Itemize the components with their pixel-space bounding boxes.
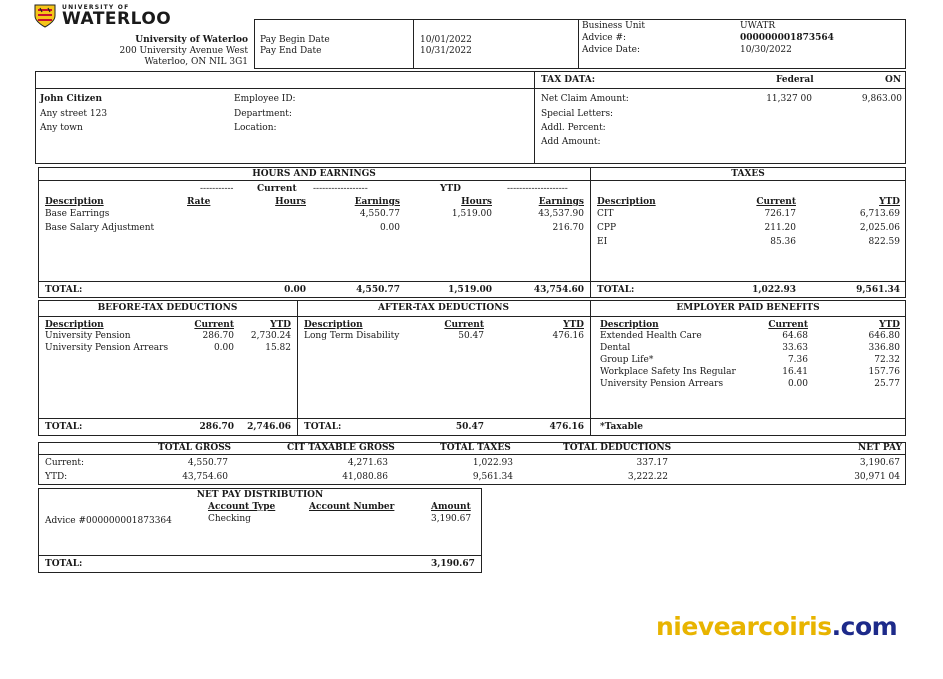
distribution-account-type: Checking bbox=[208, 514, 251, 524]
before-row-2-ytd: 15.82 bbox=[265, 343, 291, 353]
tax-data-label: TAX DATA: bbox=[541, 75, 596, 85]
before-desc-header: Description bbox=[45, 320, 104, 330]
before-row-2-current: 0.00 bbox=[213, 343, 234, 353]
summary-current-deductions: 337.17 bbox=[636, 458, 668, 468]
distribution-number-header: Account Number bbox=[309, 502, 395, 512]
tax-row-3-desc: EI bbox=[597, 237, 608, 247]
special-letters-label: Special Letters: bbox=[541, 109, 614, 119]
summary-ytd-net: 30,971 04 bbox=[854, 472, 900, 482]
earnings-current-header: Earnings bbox=[354, 197, 400, 207]
pay-end-label: Pay End Date bbox=[260, 46, 322, 56]
tax-row-2-current: 211.20 bbox=[764, 223, 796, 233]
before-current-header: Current bbox=[194, 320, 234, 330]
watermark bbox=[656, 612, 897, 641]
distribution-title: NET PAY DISTRIBUTION bbox=[196, 490, 324, 500]
distribution-amount-header: Amount bbox=[431, 502, 471, 512]
current-header: Current bbox=[257, 184, 297, 194]
summary-cit-gross-header: CIT TAXABLE GROSS bbox=[287, 443, 395, 453]
pay-begin-date: 10/01/2022 bbox=[420, 35, 472, 45]
earnings-hours-header: Hours bbox=[275, 197, 306, 207]
benefits-row-3-desc: Group Life* bbox=[600, 355, 654, 365]
current-dash-left: ----------- bbox=[200, 184, 234, 194]
tax-row-1-current: 726.17 bbox=[764, 209, 796, 219]
summary-current-cit: 4,271.63 bbox=[347, 458, 388, 468]
tax-row-2-desc: CPP bbox=[597, 223, 616, 233]
earnings-total-ytd-hours: 1,519.00 bbox=[448, 285, 492, 295]
employee-street: Any street 123 bbox=[40, 109, 108, 119]
before-ytd-header: YTD bbox=[270, 320, 291, 330]
summary-total-deductions-header: TOTAL DEDUCTIONS bbox=[563, 443, 672, 453]
employee-id-label: Employee ID: bbox=[234, 94, 296, 104]
org-address-1: 200 University Avenue West bbox=[119, 46, 248, 56]
summary-ytd-cit: 41,080.86 bbox=[342, 472, 388, 482]
distribution-amount: 3,190.67 bbox=[431, 514, 472, 524]
earnings-ytd-hours-header: Hours bbox=[461, 197, 492, 207]
watermark-part-3: .com bbox=[831, 612, 898, 641]
watermark-part-1: nieve bbox=[656, 612, 731, 641]
earnings-row-1-desc: Base Earrings bbox=[45, 209, 110, 219]
advice-number-label: Advice #: bbox=[582, 33, 627, 43]
summary-current-gross: 4,550.77 bbox=[187, 458, 228, 468]
benefits-desc-header: Description bbox=[600, 320, 659, 330]
before-tax-title: BEFORE-TAX DEDUCTIONS bbox=[97, 303, 238, 313]
benefits-title: EMPLOYER PAID BENEFITS bbox=[676, 303, 820, 313]
benefits-row-4-desc: Workplace Safety Ins Regular bbox=[600, 367, 736, 377]
location-label: Location: bbox=[234, 123, 277, 133]
employee-name: John Citizen bbox=[40, 94, 103, 104]
earnings-row-1-ytd-hours: 1,519.00 bbox=[451, 209, 492, 219]
net-claim-on: 9,863.00 bbox=[861, 94, 902, 104]
after-row-1-ytd: 476.16 bbox=[552, 331, 584, 341]
advice-date-label: Advice Date: bbox=[582, 45, 641, 55]
taxes-current-header: Current bbox=[756, 197, 796, 207]
taxes-desc-header: Description bbox=[597, 197, 656, 207]
distribution-total: 3,190.67 bbox=[431, 559, 475, 569]
distribution-type-header: Account Type bbox=[208, 502, 276, 512]
logo-top-text: UNIVERSITY OF bbox=[62, 4, 130, 11]
org-address-2: Waterloo, ON NIL 3G1 bbox=[144, 57, 248, 67]
taxable-footnote: *Taxable bbox=[600, 422, 644, 432]
tax-row-1-ytd: 6,713.69 bbox=[859, 209, 900, 219]
net-claim-federal: 11,327 00 bbox=[766, 94, 812, 104]
summary-current-net: 3,190.67 bbox=[859, 458, 900, 468]
benefits-row-4-ytd: 157.76 bbox=[868, 367, 900, 377]
benefits-row-5-ytd: 25.77 bbox=[874, 379, 900, 389]
tax-row-3-current: 85.36 bbox=[770, 237, 796, 247]
earnings-row-2-desc: Base Salary Adjustment bbox=[45, 223, 155, 233]
header-box bbox=[254, 19, 906, 69]
after-ytd-header: YTD bbox=[563, 320, 584, 330]
benefits-row-2-current: 33.63 bbox=[782, 343, 808, 353]
benefits-row-1-ytd: 646.80 bbox=[868, 331, 900, 341]
earnings-row-2-current: 0.00 bbox=[379, 223, 400, 233]
addl-percent-label: Addl. Percent: bbox=[541, 123, 606, 133]
benefits-row-5-current: 0.00 bbox=[787, 379, 808, 389]
pay-end-date: 10/31/2022 bbox=[420, 46, 472, 56]
after-total-label: TOTAL: bbox=[304, 422, 342, 432]
taxes-ytd-header: YTD bbox=[879, 197, 900, 207]
benefits-row-1-current: 64.68 bbox=[782, 331, 808, 341]
earnings-total-current: 4,550.77 bbox=[356, 285, 400, 295]
advice-number-value: 000000001873564 bbox=[740, 33, 834, 43]
summary-ytd-gross: 43,754.60 bbox=[182, 472, 228, 482]
university-crest-icon bbox=[34, 4, 56, 28]
earnings-desc-header: Description bbox=[45, 197, 104, 207]
after-desc-header: Description bbox=[304, 320, 363, 330]
summary-total-gross-header: TOTAL GROSS bbox=[158, 443, 231, 453]
org-name: University of Waterloo bbox=[135, 35, 248, 45]
before-row-2-desc: University Pension Arrears bbox=[45, 343, 169, 353]
distribution-advice: Advice #000000001873364 bbox=[45, 516, 172, 526]
after-current-header: Current bbox=[444, 320, 484, 330]
after-total-current: 50.47 bbox=[455, 422, 484, 432]
after-row-1-desc: Long Term Disability bbox=[304, 331, 400, 341]
earnings-total-label: TOTAL: bbox=[45, 285, 83, 295]
after-row-1-current: 50.47 bbox=[458, 331, 484, 341]
tax-federal-header: Federal bbox=[776, 75, 814, 85]
summary-current-label: Current: bbox=[45, 458, 85, 468]
taxes-total-current: 1,022.93 bbox=[752, 285, 796, 295]
benefits-row-3-current: 7.36 bbox=[787, 355, 808, 365]
tax-row-2-ytd: 2,025.06 bbox=[859, 223, 900, 233]
before-row-1-current: 286.70 bbox=[202, 331, 234, 341]
earnings-total-hours: 0.00 bbox=[284, 285, 306, 295]
ytd-header: YTD bbox=[440, 184, 461, 194]
pay-begin-label: Pay Begin Date bbox=[260, 35, 330, 45]
earnings-row-1-current: 4,550.77 bbox=[359, 209, 400, 219]
benefits-row-5-desc: University Pension Arrears bbox=[600, 379, 724, 389]
add-amount-label: Add Amount: bbox=[541, 137, 601, 147]
summary-ytd-label: YTD: bbox=[45, 472, 68, 482]
earnings-ytd-header: Earnings bbox=[538, 197, 584, 207]
summary-total-taxes-header: TOTAL TAXES bbox=[440, 443, 511, 453]
benefits-row-1-desc: Extended Health Care bbox=[600, 331, 702, 341]
hours-earnings-title: HOURS AND EARNINGS bbox=[252, 169, 376, 179]
benefits-current-header: Current bbox=[768, 320, 808, 330]
ytd-dash-right: -------------------- bbox=[507, 184, 568, 194]
before-total-current: 286.70 bbox=[199, 422, 234, 432]
taxes-total-label: TOTAL: bbox=[597, 285, 635, 295]
benefits-row-2-desc: Dental bbox=[600, 343, 631, 353]
earnings-row-1-ytd: 43,537.90 bbox=[538, 209, 584, 219]
earnings-rate-header: Rate bbox=[187, 197, 211, 207]
benefits-row-3-ytd: 72.32 bbox=[874, 355, 900, 365]
summary-net-pay-header: NET PAY bbox=[858, 443, 902, 453]
summary-ytd-taxes: 9,561.34 bbox=[472, 472, 513, 482]
before-row-1-desc: University Pension bbox=[45, 331, 131, 341]
after-total-ytd: 476.16 bbox=[549, 422, 584, 432]
before-total-label: TOTAL: bbox=[45, 422, 83, 432]
benefits-ytd-header: YTD bbox=[879, 320, 900, 330]
logo-main-text: WATERLOO bbox=[62, 9, 172, 29]
business-unit-label: Business Unit bbox=[582, 21, 646, 31]
before-total-ytd: 2,746.06 bbox=[247, 422, 291, 432]
benefits-row-4-current: 16.41 bbox=[782, 367, 808, 377]
earnings-row-2-ytd: 216.70 bbox=[552, 223, 584, 233]
before-row-1-ytd: 2,730.24 bbox=[250, 331, 291, 341]
after-tax-title: AFTER-TAX DEDUCTIONS bbox=[378, 303, 509, 313]
tax-on-header: ON bbox=[885, 75, 902, 85]
tax-row-1-desc: CIT bbox=[597, 209, 614, 219]
current-dash-right: ------------------ bbox=[313, 184, 368, 194]
net-claim-label: Net Claim Amount: bbox=[541, 94, 629, 104]
business-unit-value: UWATR bbox=[740, 21, 776, 31]
watermark-part-2: arcoiris bbox=[730, 612, 832, 641]
taxes-total-ytd: 9,561.34 bbox=[856, 285, 900, 295]
earnings-total-ytd: 43,754.60 bbox=[533, 285, 584, 295]
summary-current-taxes: 1,022.93 bbox=[472, 458, 513, 468]
employee-town: Any town bbox=[40, 123, 83, 133]
summary-ytd-deductions: 3,222.22 bbox=[627, 472, 668, 482]
benefits-row-2-ytd: 336.80 bbox=[868, 343, 900, 353]
taxes-title: TAXES bbox=[731, 169, 765, 179]
advice-date-value: 10/30/2022 bbox=[740, 45, 792, 55]
tax-row-3-ytd: 822.59 bbox=[868, 237, 900, 247]
distribution-total-label: TOTAL: bbox=[45, 559, 83, 569]
department-label: Department: bbox=[234, 109, 292, 119]
